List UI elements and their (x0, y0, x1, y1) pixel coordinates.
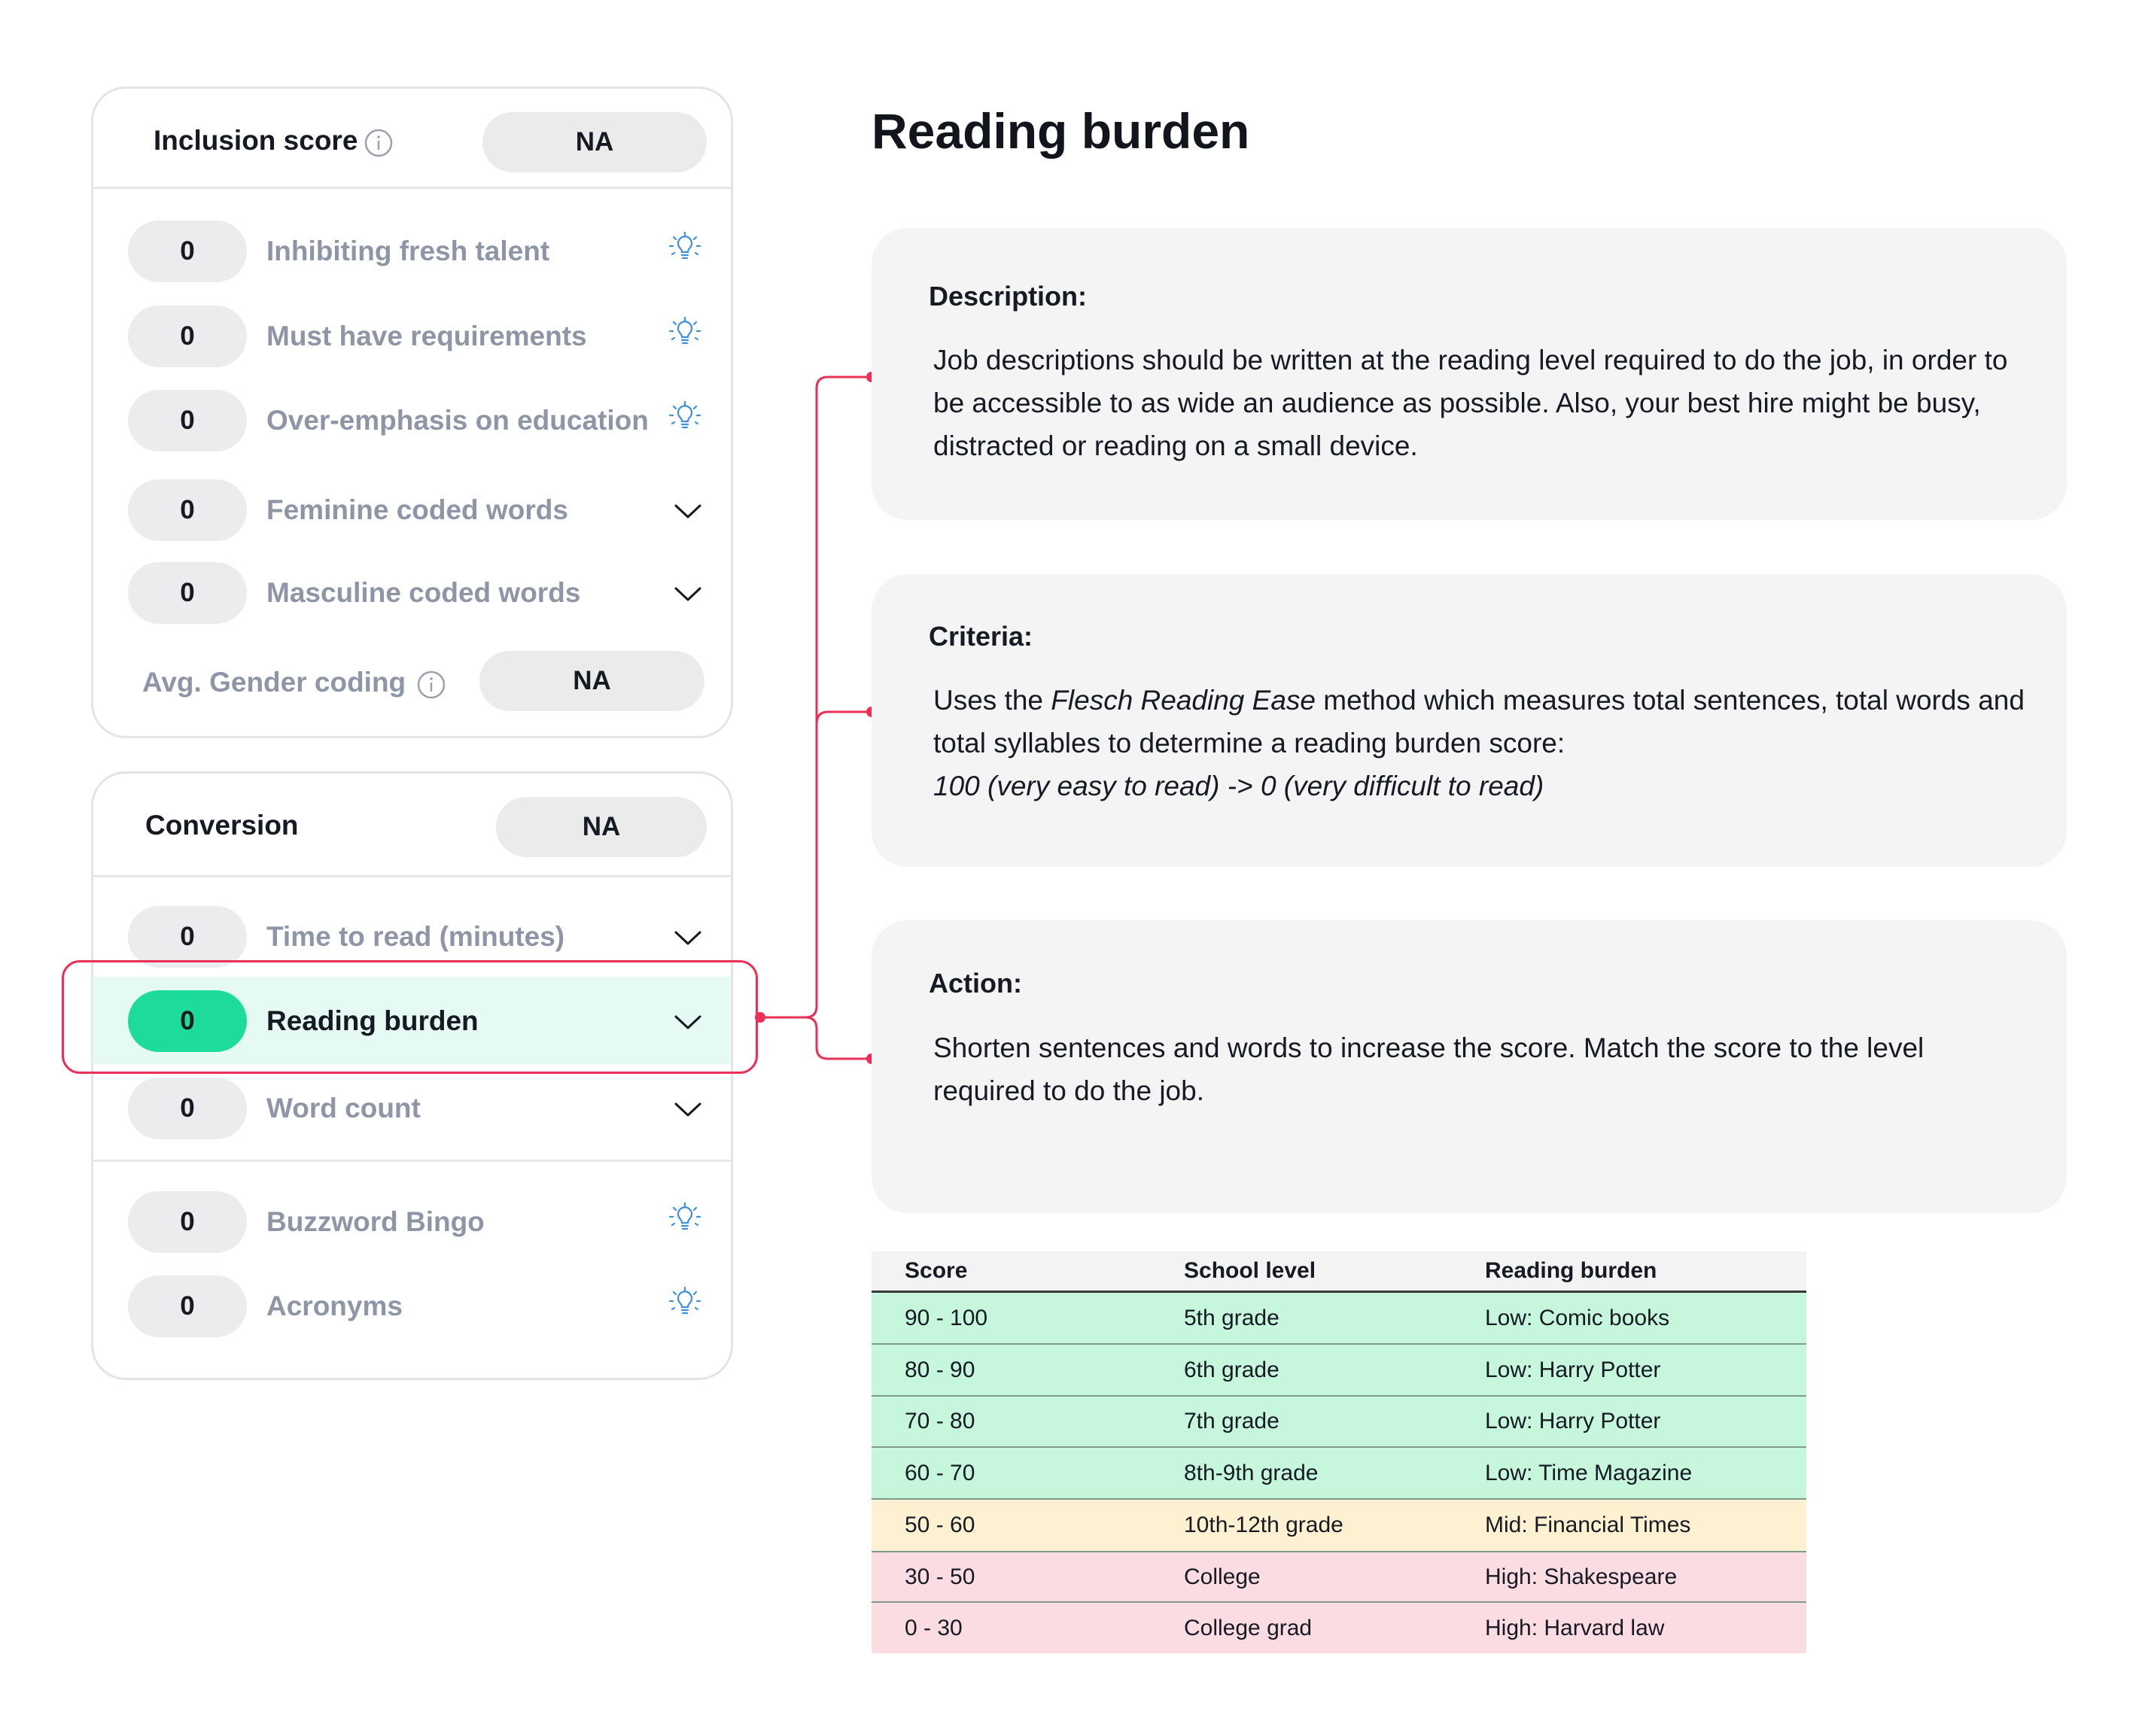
table-row (872, 1397, 1806, 1448)
lightbulb-icon[interactable] (667, 1200, 703, 1240)
inclusion-row[interactable] (128, 390, 730, 451)
row-label: Word count (266, 1093, 421, 1123)
criteria-scale: 100 (very easy to read) -> 0 (very difficult to read) (933, 771, 1544, 801)
score-cell: 60 - 70 (905, 1460, 975, 1485)
lightbulb-icon[interactable] (667, 315, 703, 354)
reading-burden-cell: High: Harvard law (1485, 1615, 1665, 1640)
selection-outline (62, 960, 758, 1074)
conversion-extra-row[interactable] (128, 1191, 730, 1253)
school-level-cell: 7th grade (1184, 1409, 1279, 1433)
score-cell: 0 - 30 (905, 1615, 963, 1640)
inclusion-row[interactable] (128, 220, 730, 282)
score-badge: 0 (128, 906, 247, 968)
criteria-text (933, 679, 2032, 807)
table-row (872, 1603, 1806, 1653)
score-cell: 30 - 50 (905, 1564, 975, 1589)
action-card (872, 920, 2067, 1213)
page-title: Reading burden (872, 103, 1250, 159)
score-badge: 0 (128, 479, 247, 541)
reading-burden-cell: Low: Harry Potter (1485, 1357, 1661, 1382)
table-row (872, 1552, 1806, 1603)
score-cell: 50 - 60 (905, 1513, 975, 1537)
school-level-cell: College grad (1184, 1615, 1313, 1640)
lightbulb-icon[interactable] (667, 1285, 703, 1324)
lightbulb-icon[interactable] (667, 230, 703, 269)
conversion-row[interactable] (128, 1078, 730, 1139)
info-icon[interactable] (416, 670, 446, 700)
description-card (872, 228, 2067, 520)
inclusion-row[interactable] (128, 562, 730, 624)
table-row (872, 1500, 1806, 1552)
conversion-row[interactable] (128, 906, 730, 968)
school-level-cell: 5th grade (1184, 1305, 1279, 1330)
school-level-cell: 6th grade (1184, 1357, 1279, 1382)
reading-burden-cell: High: Shakespeare (1485, 1564, 1678, 1589)
header-reading-burden: Reading burden (1485, 1258, 1657, 1283)
row-label: Feminine coded words (266, 494, 568, 525)
header-score: Score (905, 1258, 968, 1283)
description-heading: Description: (929, 281, 1088, 312)
criteria-card (872, 574, 2067, 867)
row-label: Masculine coded words (266, 577, 581, 608)
chevron-down-icon[interactable] (673, 929, 703, 950)
score-badge: 0 (128, 1078, 247, 1139)
reading-burden-cell: Low: Comic books (1485, 1305, 1670, 1330)
criteria-heading: Criteria: (929, 621, 1033, 652)
gender-coding-badge: NA (479, 651, 704, 711)
info-icon[interactable] (364, 128, 394, 158)
row-label: Buzzword Bingo (266, 1206, 485, 1237)
inclusion-row[interactable] (128, 479, 730, 541)
row-label: Inhibiting fresh talent (266, 236, 550, 266)
table-row (872, 1345, 1806, 1397)
description-text: Job descriptions should be written at the reading level required to do the job, in order to be accessible to as wide an audience as possible. Also, your best hire might be busy, distracted or reading on a small device. (933, 345, 2008, 461)
divider (93, 187, 731, 189)
chevron-down-icon[interactable] (673, 1100, 703, 1122)
school-level-cell: 8th-9th grade (1184, 1460, 1319, 1485)
score-badge: 0 (128, 562, 247, 624)
chevron-down-icon[interactable] (673, 585, 703, 607)
score-cell: 80 - 90 (905, 1357, 975, 1382)
score-badge: 0 (128, 306, 247, 367)
inclusion-row[interactable] (128, 306, 730, 367)
header-school-level: School level (1184, 1258, 1316, 1283)
row-label: Must have requirements (266, 321, 587, 351)
reading-burden-cell: Low: Time Magazine (1485, 1460, 1693, 1485)
table-row (872, 1293, 1806, 1345)
row-label: Acronyms (266, 1291, 403, 1321)
inclusion-score-badge: NA (482, 112, 707, 172)
criteria-text-start: Uses the (933, 685, 1051, 716)
score-badge: 0 (128, 1191, 247, 1253)
school-level-cell: 10th-12th grade (1184, 1513, 1343, 1537)
reading-burden-cell: Low: Harry Potter (1485, 1409, 1661, 1433)
score-cell: 70 - 80 (905, 1409, 975, 1433)
conversion-title: Conversion (145, 810, 299, 841)
criteria-method: Flesch Reading Ease (1051, 685, 1316, 716)
row-label: Over-emphasis on education (266, 405, 649, 436)
table-header (872, 1251, 1806, 1293)
row-label: Time to read (minutes) (266, 921, 565, 952)
reading-burden-cell: Mid: Financial Times (1485, 1513, 1691, 1537)
divider (93, 1160, 731, 1162)
chevron-down-icon[interactable] (673, 502, 703, 524)
score-badge: 0 (128, 990, 247, 1052)
score-badge: 0 (128, 220, 247, 282)
action-heading: Action: (929, 968, 1022, 999)
school-level-cell: College (1184, 1564, 1261, 1589)
inclusion-title: Inclusion score (154, 125, 358, 156)
score-badge: 0 (128, 390, 247, 451)
score-badge: 0 (128, 1275, 247, 1337)
lightbulb-icon[interactable] (667, 399, 703, 439)
divider (93, 875, 731, 877)
conversion-extra-row[interactable] (128, 1275, 730, 1337)
gender-coding-label: Avg. Gender coding (142, 667, 406, 698)
table-row (872, 1448, 1806, 1500)
criteria-text-end: method which measures total sentences, total words and total syllables to determine a reading burden score: (933, 685, 2025, 759)
conversion-score-badge: NA (496, 797, 707, 857)
action-text: Shorten sentences and words to increase the score. Match the score to the level required to do the job. (933, 1032, 1925, 1106)
score-cell: 90 - 100 (905, 1305, 988, 1330)
row-label: Reading burden (266, 1005, 479, 1036)
